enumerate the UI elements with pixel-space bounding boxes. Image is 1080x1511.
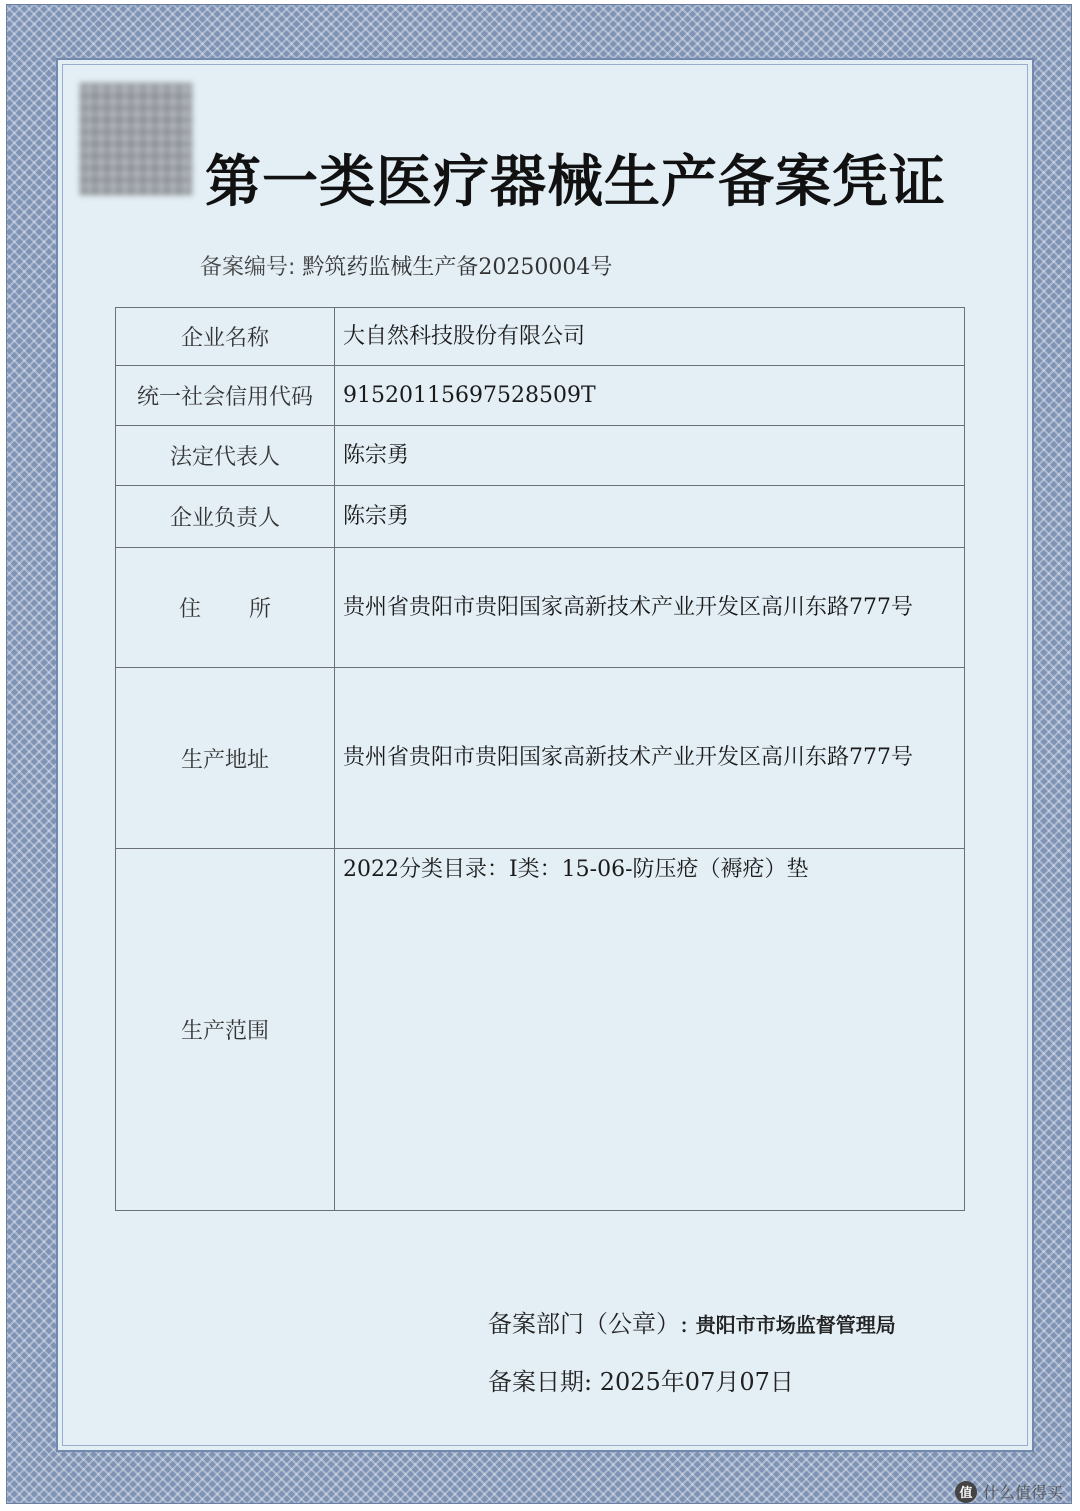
table-row <box>116 486 965 548</box>
table-row <box>116 548 965 668</box>
filing-department-line <box>488 1304 896 1339</box>
field-label: 统一社会信用代码 <box>116 366 335 426</box>
production-address: 贵州省贵阳市贵阳国家高新技术产业开发区高川东路777号 <box>335 668 965 849</box>
enterprise-head: 陈宗勇 <box>335 486 965 548</box>
production-scope: 2022分类目录：Ⅰ类：15-06-防压疮（褥疮）垫 <box>335 849 965 1211</box>
department-label: 备案部门（公章）: <box>488 1310 689 1338</box>
filing-date-line <box>488 1362 794 1397</box>
field-label: 生产地址 <box>116 668 335 849</box>
registration-label: 备案编号: <box>200 255 296 280</box>
company-name: 大自然科技股份有限公司 <box>335 308 965 366</box>
brand-logo-icon: 值 <box>955 1481 977 1503</box>
registration-number: 黔筑药监械生产备20250004号 <box>302 255 613 280</box>
certificate-title: 第一类医疗器械生产备案凭证 <box>205 149 946 215</box>
table-row <box>116 849 965 1211</box>
field-label: 法定代表人 <box>116 426 335 486</box>
date-value: 2025年07月07日 <box>599 1368 794 1396</box>
field-label: 生产范围 <box>116 849 335 1211</box>
table-row <box>116 366 965 426</box>
brand-text: 什么值得买 <box>983 1483 1064 1502</box>
field-label: 企业名称 <box>116 308 335 366</box>
credit-code: 915201156975285​09T <box>335 366 965 426</box>
field-label <box>116 548 335 668</box>
info-table <box>115 307 965 1211</box>
field-label: 企业负责人 <box>116 486 335 548</box>
registration-number-line <box>200 250 612 281</box>
legal-representative: 陈宗勇 <box>335 426 965 486</box>
table-row <box>116 668 965 849</box>
residence-label: 住所 <box>178 597 319 622</box>
table-row <box>116 426 965 486</box>
department-value: 贵阳市市场监督管理局 <box>695 1313 896 1337</box>
blurred-qr-code <box>80 83 192 195</box>
date-label: 备案日期: <box>488 1368 593 1396</box>
site-watermark <box>955 1480 1063 1503</box>
table-row <box>116 308 965 366</box>
residence-address: 贵州省贵阳市贵阳国家高新技术产业开发区高川东路777号 <box>335 548 965 668</box>
